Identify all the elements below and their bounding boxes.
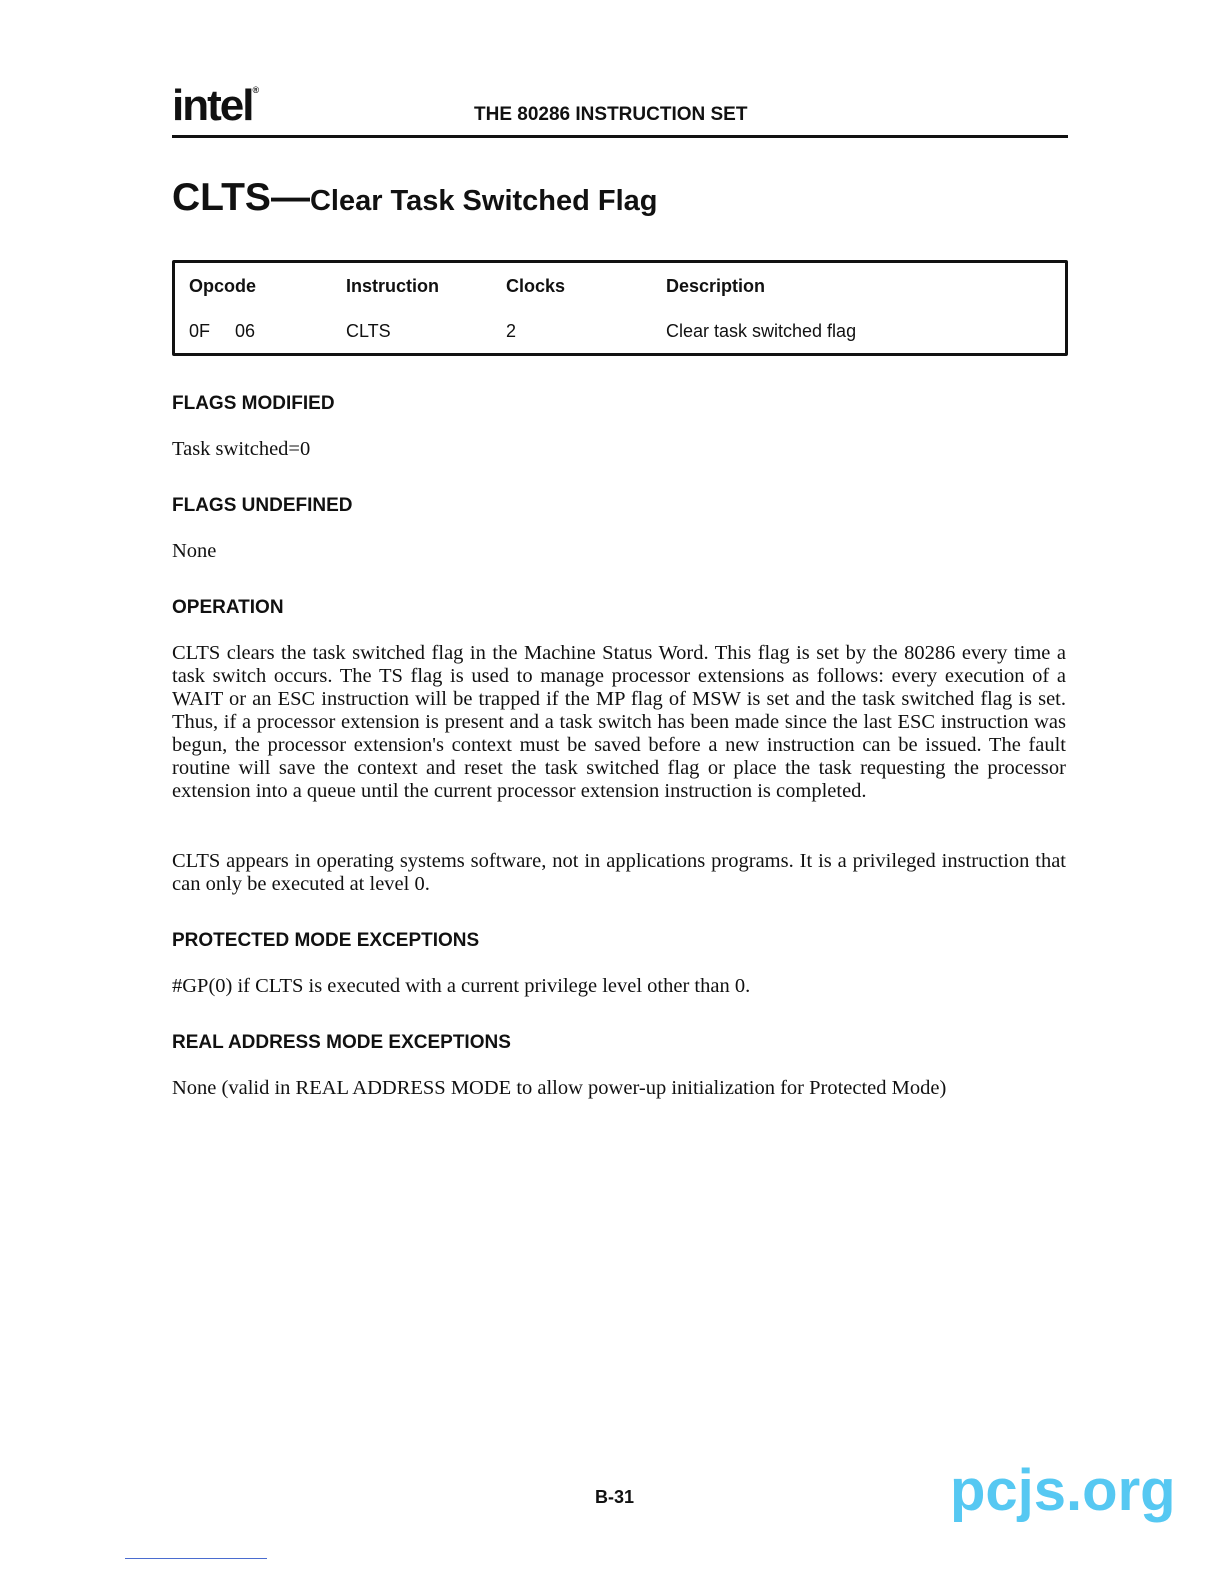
operation-paragraph-2: CLTS appears in operating systems software, not in applications programs. It is a privileged instruction that can only be executed at level 0. [172, 850, 1066, 895]
operation-heading: OPERATION [172, 597, 284, 618]
intel-logo [172, 81, 260, 130]
instruction-value: CLTS [346, 321, 391, 341]
real-address-mode-exceptions-heading: REAL ADDRESS MODE EXCEPTIONS [172, 1032, 511, 1053]
running-head: THE 80286 INSTRUCTION SET [474, 104, 748, 125]
real-address-mode-exceptions-text: None (valid in REAL ADDRESS MODE to allow power-up initialization for Protected Mode) [172, 1077, 947, 1099]
opcode-byte-1: 0F [189, 321, 211, 341]
title-mnemonic: CLTS [172, 176, 271, 219]
title-dash: — [270, 176, 310, 219]
flags-undefined-heading: FLAGS UNDEFINED [172, 495, 353, 516]
header-instruction: Instruction [346, 276, 439, 296]
page-title [172, 178, 658, 217]
flags-modified-text: Task switched=0 [172, 438, 311, 460]
header-opcode: Opcode [189, 276, 257, 296]
title-long-name: Clear Task Switched Flag [309, 185, 658, 217]
protected-mode-exceptions-text: #GP(0) if CLTS is executed with a current privilege level other than 0. [172, 975, 751, 997]
bottom-rule [125, 1558, 267, 1559]
header-description: Description [666, 276, 766, 296]
page-number: B-31 [595, 1487, 635, 1507]
description-value: Clear task switched flag [666, 321, 857, 341]
protected-mode-exceptions-heading: PROTECTED MODE EXCEPTIONS [172, 930, 480, 951]
header-clocks: Clocks [506, 276, 566, 296]
header-rule [172, 135, 1068, 138]
pcjs-watermark: pcjs.org [950, 1458, 1176, 1523]
opcode-table [172, 260, 1068, 356]
flags-modified-heading: FLAGS MODIFIED [172, 393, 335, 414]
logo-registered-mark: ® [252, 85, 260, 95]
clocks-value: 2 [506, 321, 517, 341]
flags-undefined-text: None [172, 540, 217, 562]
logo-text: intel [172, 81, 253, 130]
opcode-byte-2: 06 [235, 321, 256, 341]
operation-paragraph-1: CLTS clears the task switched flag in the Machine Status Word. This flag is set by the 80286 every time a task switch occurs. The TS flag is used to manage processor extensions as follows: every execution of a WAIT or an ESC instruction will be trapped if the MP flag of MSW is set and the task switched flag is set. Thus, if a processor extension is present and a task switch has been made since the last ESC instruction was begun, the processor extension's context must be saved before a new instruction can be issued. The fault routine will save the context and reset the task switched flag or place the task requesting the processor extension into a queue until the current processor extension instruction is completed. [172, 642, 1066, 802]
